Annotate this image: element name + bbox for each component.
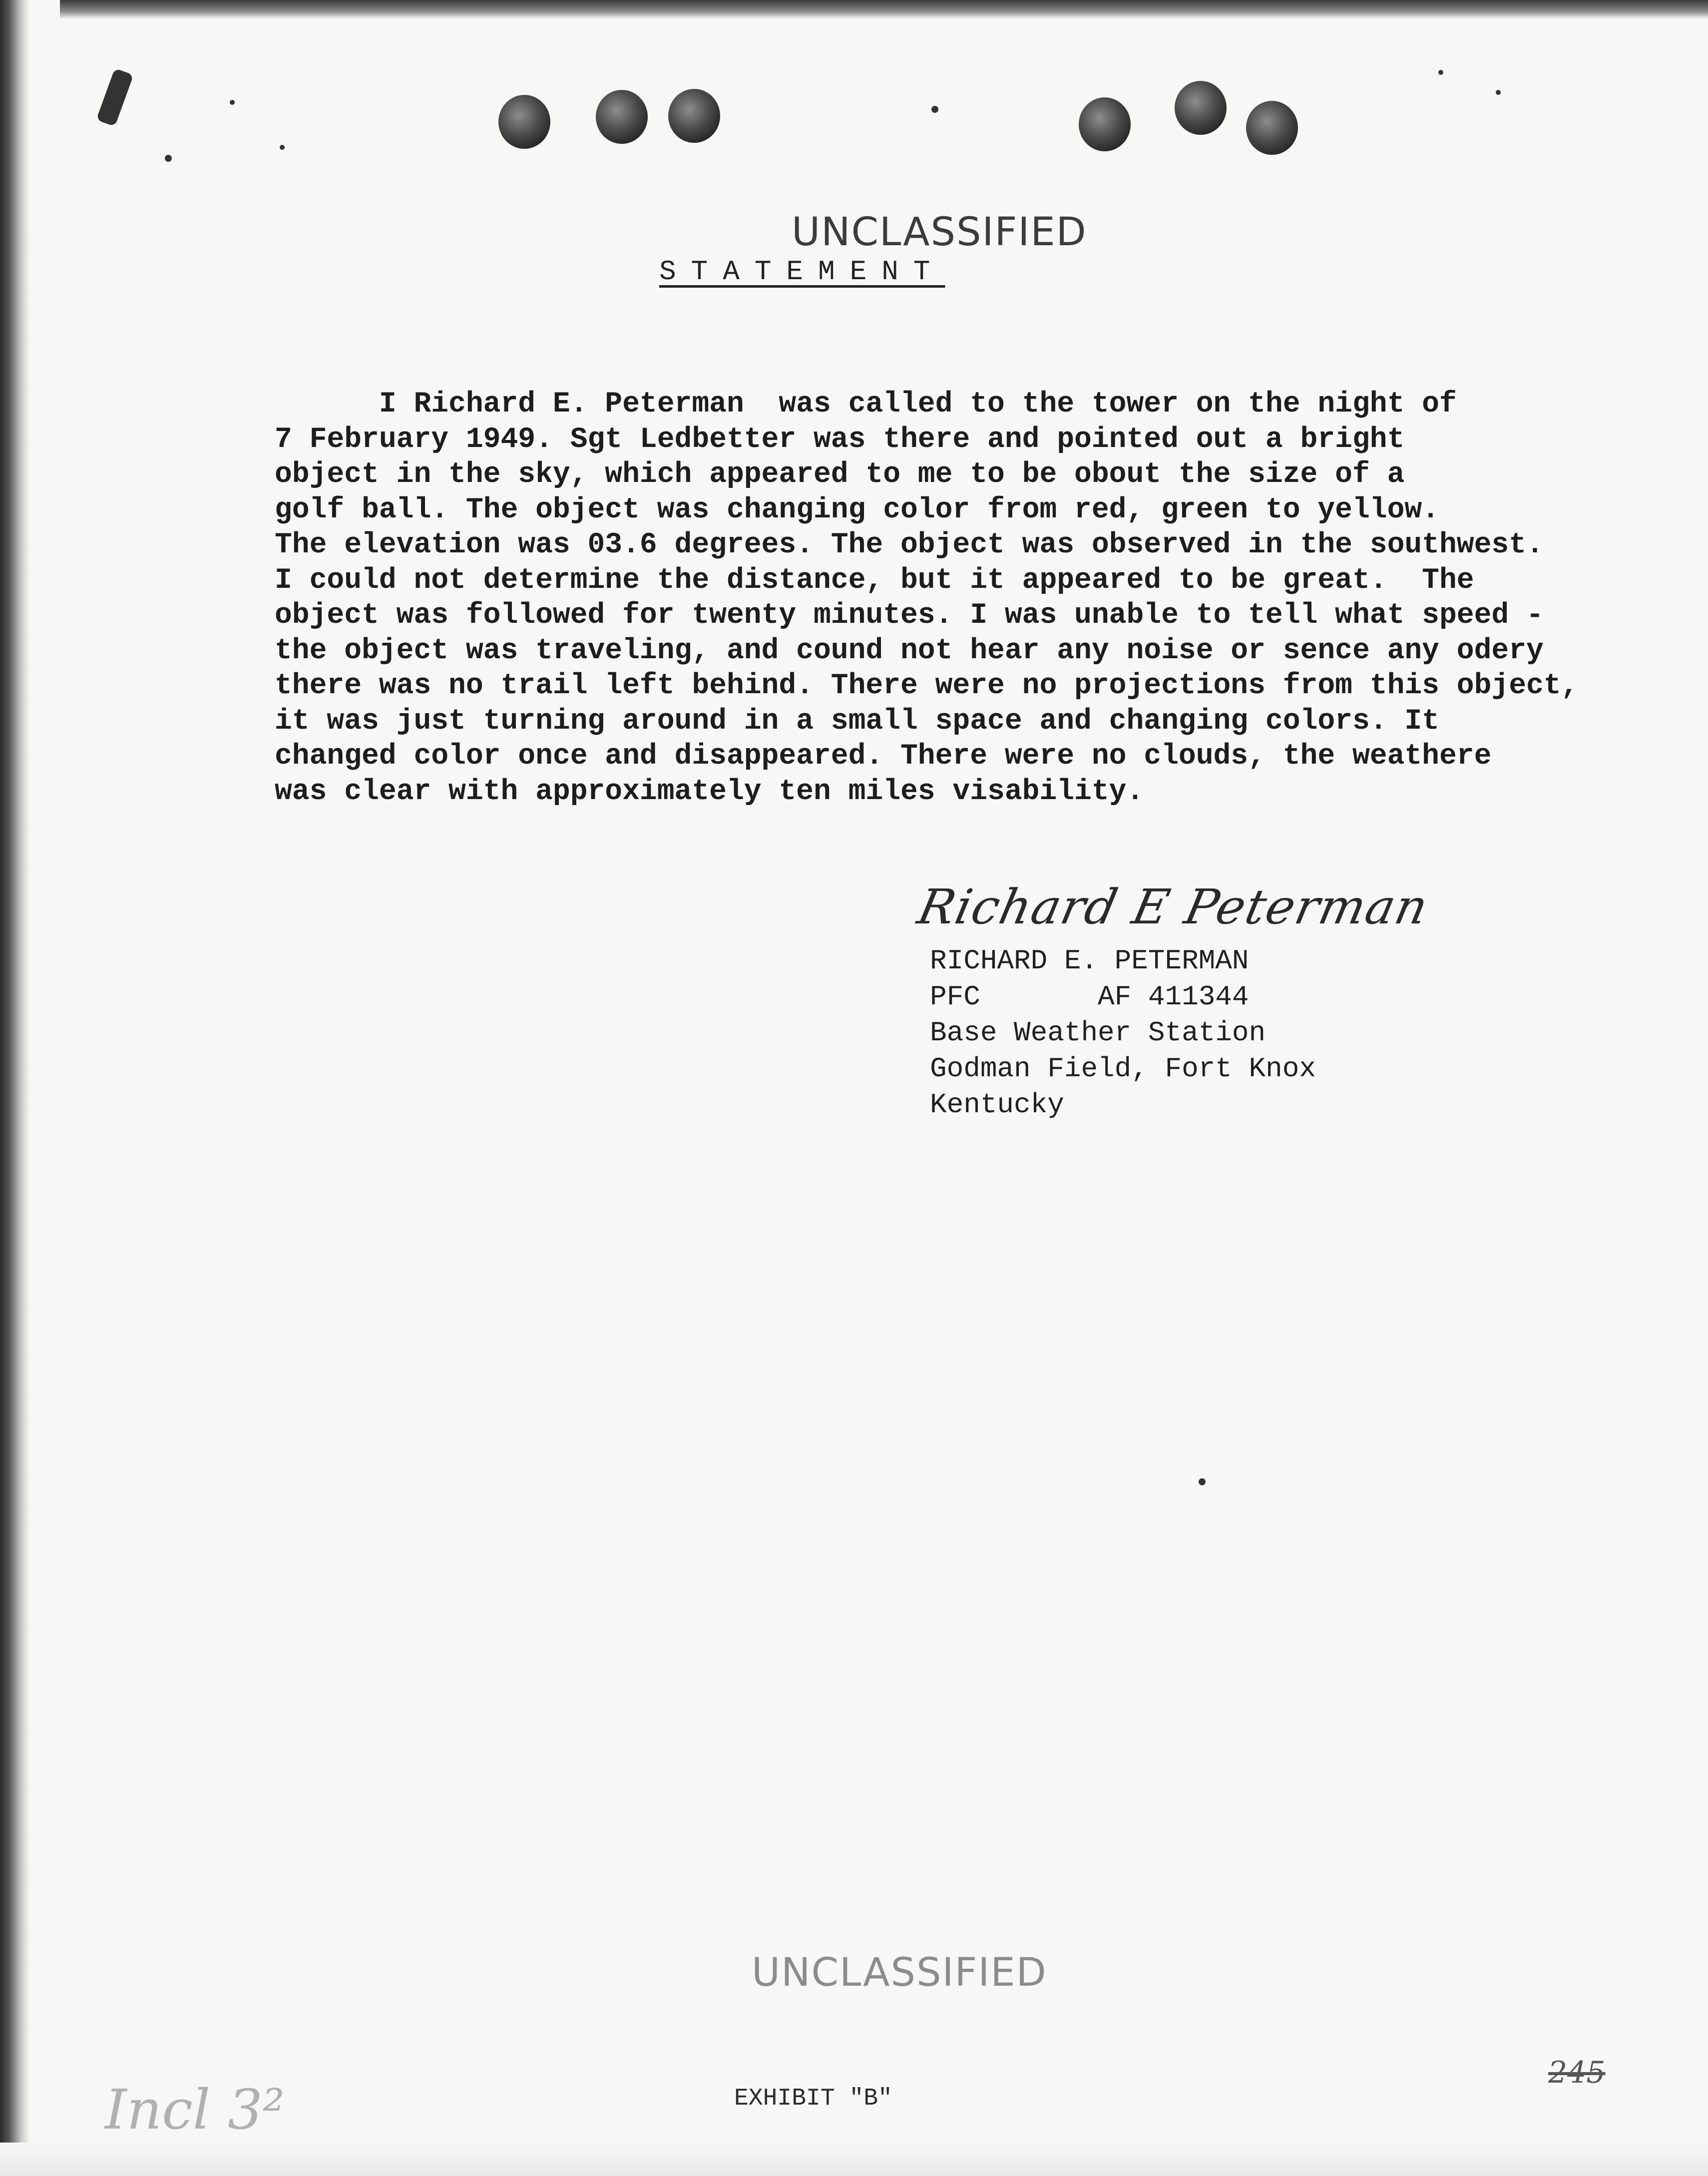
signer-state: Kentucky [930,1089,1064,1121]
punch-hole [1246,101,1298,155]
classification-stamp-bottom: UNCLASSIFIED [752,1950,1047,1995]
signer-name: RICHARD E. PETERMAN [930,945,1249,977]
handwritten-page-number: 245 [1548,2055,1606,2090]
exhibit-label: EXHIBIT "B" [734,2085,892,2112]
punch-hole [1175,81,1227,135]
statement-line: there was no trail left behind. There were no projections from this object, [275,670,1579,702]
statement-line: object was followed for twenty minutes. I was unable to tell what speed - [275,599,1544,632]
statement-line: The elevation was 03.6 degrees. The object was observed in the southwest. [275,529,1544,561]
statement-line: it was just turning around in a small space and changing colors. It [275,705,1439,738]
scan-speck [230,100,235,105]
signer-unit: Base Weather Station [930,1017,1266,1049]
scan-speck [1199,1478,1206,1485]
statement-line: 7 February 1949. Sgt Ledbetter was there and pointed out a bright [275,423,1405,456]
statement-line: I Richard E. Peterman was called to the tower on the night of [275,388,1457,421]
scan-top-edge [60,0,1708,19]
document-heading: STATEMENT [659,256,945,288]
punch-hole [498,95,550,149]
punch-hole [596,90,648,144]
scan-speck [96,68,133,126]
handwritten-enclosure-note: Incl 3² [105,2078,285,2142]
statement-body [275,387,1623,810]
handwritten-signature: Richard E Peterman [913,879,1434,935]
signature-block [930,943,1316,1123]
signer-rank-serial: PFC AF 411344 [930,981,1249,1013]
statement-line: golf ball. The object was changing color from red, green to yellow. [275,493,1439,526]
punch-hole [668,89,720,143]
statement-line: the object was traveling, and cound not hear any noise or sence any odery [275,634,1544,667]
scan-speck [931,106,938,113]
statement-line: was clear with approximately ten miles visability. [275,775,1144,808]
statement-line: object in the sky, which appeared to me to be obout the size of a [275,458,1405,491]
scan-bottom-edge [0,2143,1708,2176]
scan-speck [1496,90,1501,95]
scan-speck [280,145,285,150]
punch-hole [1079,97,1131,151]
scan-speck [1438,70,1443,75]
scan-left-edge [0,0,30,2176]
statement-line: changed color once and disappeared. There were no clouds, the weathere [275,740,1492,773]
signer-location: Godman Field, Fort Knox [930,1053,1316,1085]
statement-line: I could not determine the distance, but it appeared to be great. The [275,564,1474,597]
classification-stamp-top: UNCLASSIFIED [792,210,1087,255]
scan-speck [165,155,172,162]
